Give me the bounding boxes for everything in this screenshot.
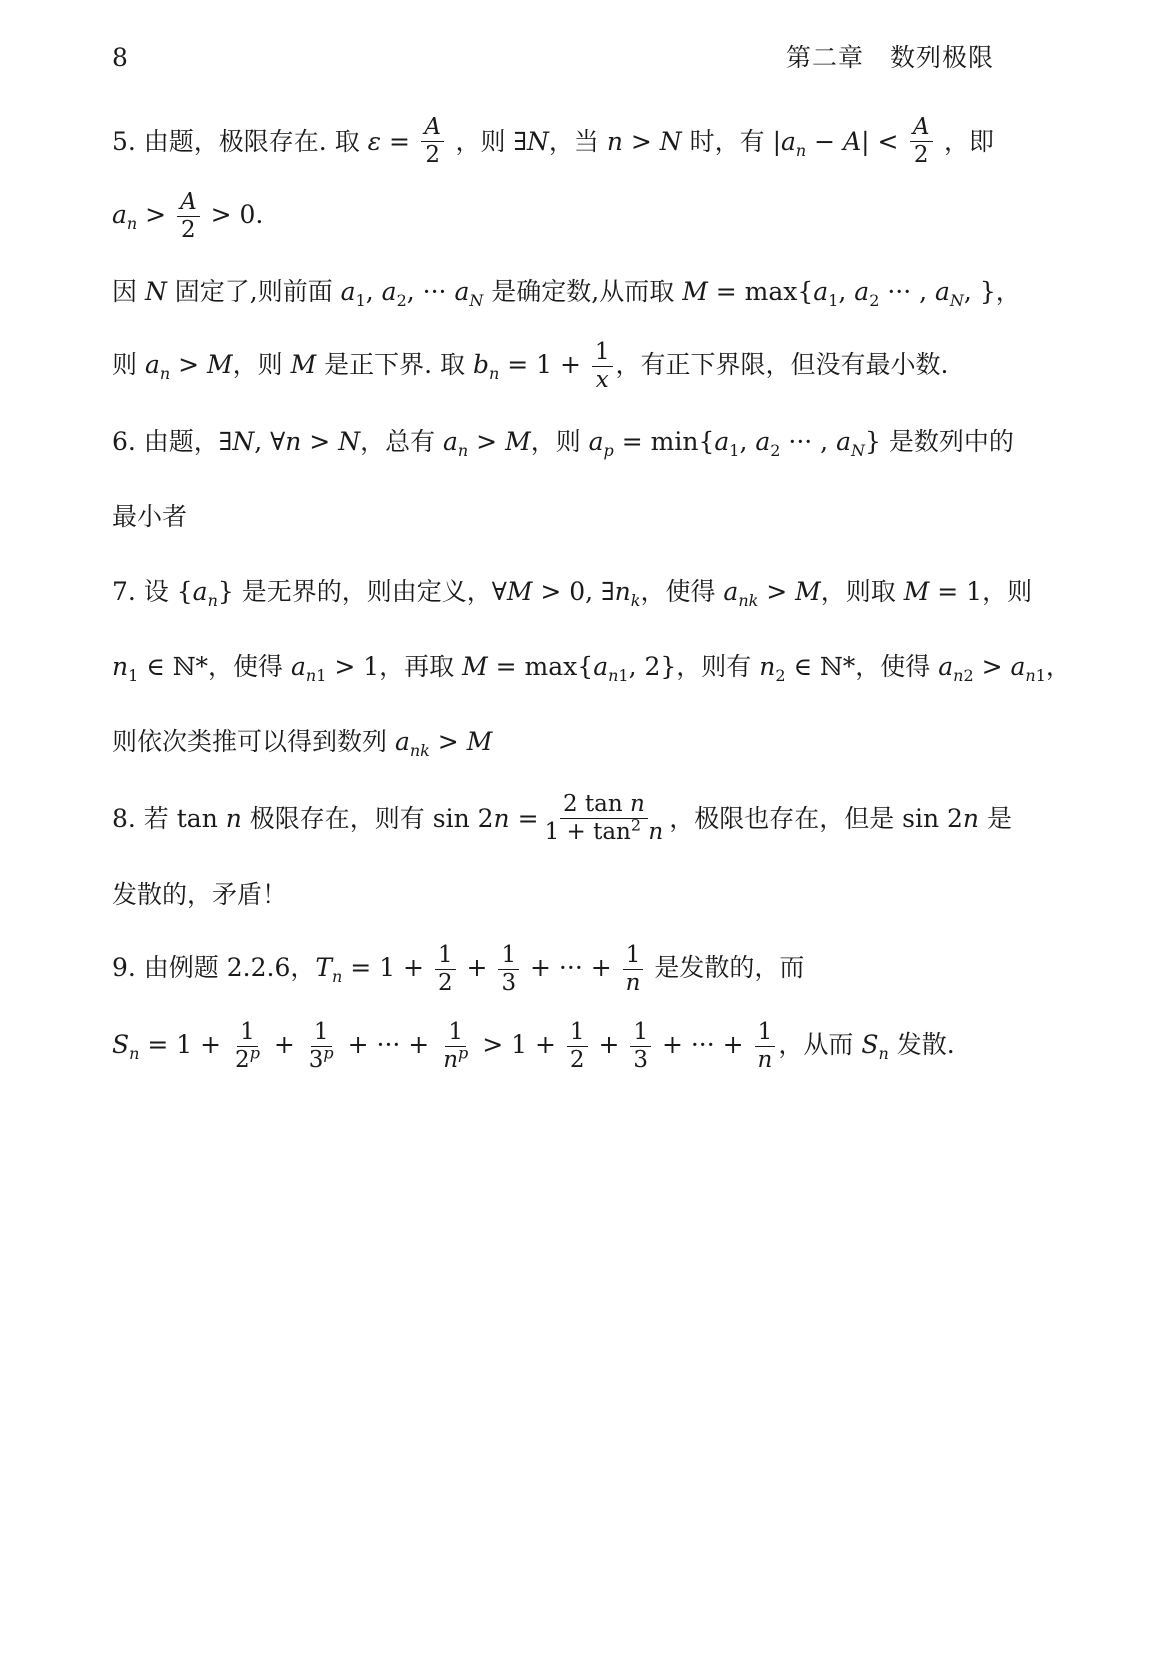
problem-6-line-2 bbox=[112, 480, 994, 552]
problem-7-line-2 bbox=[112, 630, 1071, 702]
problem-7-line-3 bbox=[112, 705, 994, 777]
problem-5-text-1: 5. 由题，极限存在. 取 ε = $\frac{A}{2}$ ，则 ∃N，当 n > N 时，有 $|a_n - A|$ < $\frac{A}{2}$ ，即 bbox=[112, 113, 994, 168]
problem-9-line-1 bbox=[112, 933, 994, 1005]
problem-8-line-1 bbox=[112, 782, 1012, 854]
problem-6-text-1: 6. 由题，∃N, ∀n > N，总有 $a_n > M$，则 $a_p = \min\{a_1$, $a_2$ ··· , $a_N$} 是数列中的 bbox=[112, 426, 1014, 460]
problem-6-line-1 bbox=[112, 405, 1014, 477]
problem-5-line-2 bbox=[112, 180, 994, 252]
problem-5-line-1 bbox=[112, 105, 994, 177]
problem-5-text-2: $a_n$ > $\frac{A}{2}$ > 0. bbox=[112, 188, 264, 243]
problem-5-text-3: 因 N 固定了,则前面 $a_1$, $a_2$, ··· $a_N$ 是确定数,从而取 $M = \max\{a_1$, $a_2$ ··· , $a_N$, }， bbox=[112, 276, 1021, 310]
problem-8-text-1: 8. 若 tan n 极限存在，则有 sin 2n = $\frac{\text{2 tan n}}{1 + \tan^2 n}$ ，极限也存在，但是 sin 2n 是 bbox=[112, 790, 1012, 845]
problem-7-text-3: 则依次类推可以得到数列 $a_{nk} > M$ bbox=[112, 726, 493, 760]
page-number: 8 bbox=[112, 43, 128, 72]
problem-9-text-2: $S_n = 1$ + $\frac{1}{2^p}$ + $\frac{1}{3^p}$ + ··· + $\frac{1}{n^p}$ > 1 + $\frac{1}{2}$ + $\frac{1}{3}$ + ··· + $\frac{1}{n}$ ，从而 $S_n$ 发散. bbox=[112, 1018, 955, 1073]
problem-8-text-2: 发散的，矛盾！ bbox=[112, 879, 288, 909]
problem-6-text-2: 最小者 bbox=[112, 501, 188, 531]
problem-8-line-2 bbox=[112, 858, 994, 930]
problem-5-line-4 bbox=[112, 330, 994, 402]
problem-5-text-4: 则 $a_n > M$，则 M 是正下界. 取 $b_n = 1$ + $\frac{1}{x}$ ，有正下界限，但没有最小数. bbox=[112, 338, 949, 393]
problem-9-text-1: 9. 由例题 2.2.6，$T_n = 1$ + $\frac{1}{2}$ + $\frac{1}{3}$ + ··· + $\frac{1}{n}$ 是发散的，而 bbox=[112, 941, 805, 996]
problem-9-line-2 bbox=[112, 1010, 994, 1082]
chapter-title: 第二章 数列极限 bbox=[785, 43, 994, 72]
problem-7-text-1: 7. 设 $\{a_n\}$ 是无界的，则由定义，∀M > 0, $\exists n_k$，使得 $a_{nk} > M$，则取 M = 1，则 bbox=[112, 576, 1033, 610]
problem-5-line-3 bbox=[112, 255, 1021, 327]
problem-7-text-2: $n_1$ ∈ ℕ*，使得 $a_{n1} > 1$，再取 $M = \max\{a_{n1}$, 2}，则有 $n_2$ ∈ ℕ*，使得 $a_{n2} > a_{n1}$， bbox=[112, 651, 1071, 685]
problem-7-line-1 bbox=[112, 555, 1033, 627]
